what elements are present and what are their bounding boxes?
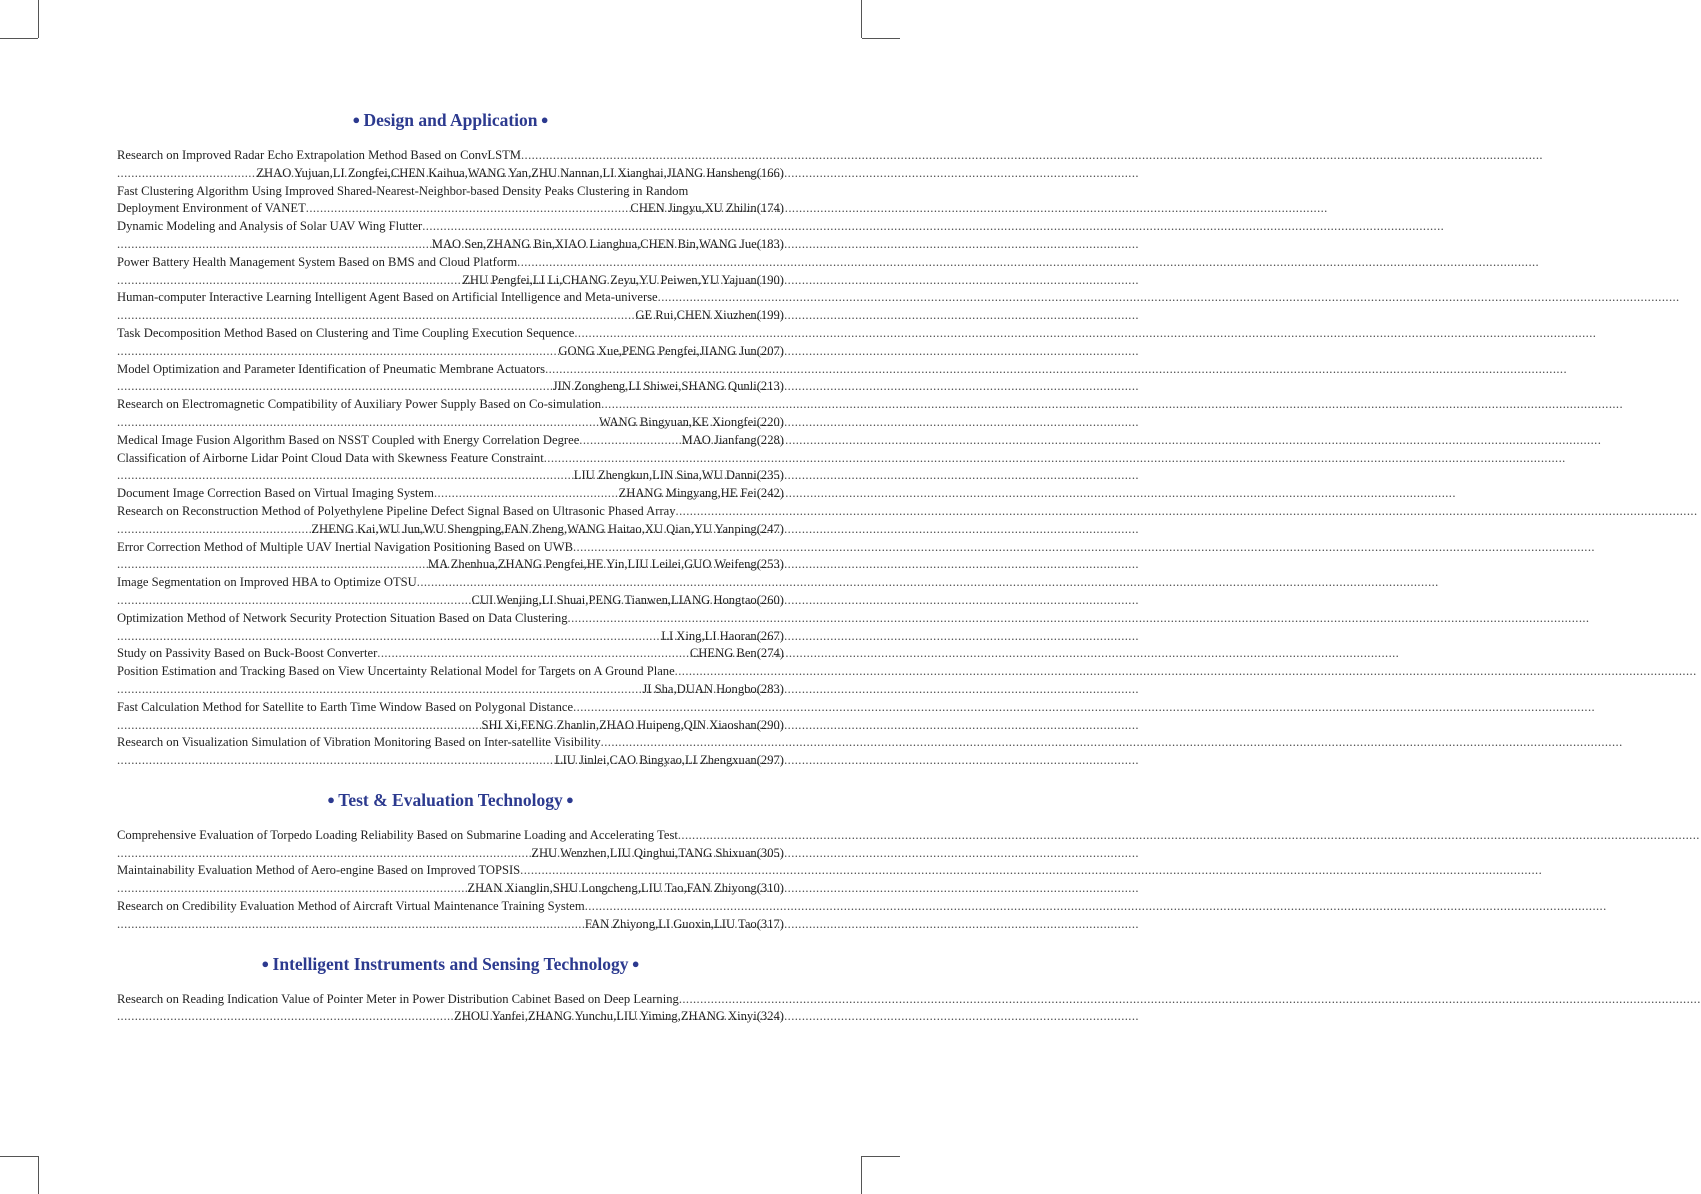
dot-leader	[579, 432, 681, 450]
crop-mark	[0, 38, 38, 39]
toc-entry-line	[117, 916, 784, 934]
dot-leader	[574, 325, 784, 343]
toc-entry-line	[117, 236, 784, 254]
table-of-contents	[117, 110, 784, 1046]
toc-entry-line	[117, 218, 784, 236]
article-authors: ZHU Pengfei,LI Li,CHANG Zeyu,YU Peiwen,YU Yajuan(190)	[462, 272, 784, 287]
toc-entry[interactable]	[117, 361, 784, 397]
article-title[interactable]: Research on Electromagnetic Compatibility of Auxiliary Power Supply Based on Co-simulation	[117, 397, 602, 412]
dot-leader	[117, 521, 311, 539]
dot-leader	[676, 503, 784, 521]
toc-entry[interactable]	[117, 289, 784, 325]
article-title[interactable]: Research on Visualization Simulation of Vibration Monitoring Based on Inter-satellite Visibility	[117, 735, 601, 750]
article-title[interactable]: Maintainability Evaluation Method of Aero-engine Based on Improved TOPSIS	[117, 863, 521, 878]
article-authors: FAN Zhiyong,LI Guoxin,LIU Tao(317)	[584, 916, 784, 931]
dot-leader	[117, 916, 585, 934]
dot-leader	[601, 734, 784, 752]
article-title[interactable]: Optimization Method of Network Security Protection Situation Based on Data Clustering	[117, 610, 568, 625]
toc-entry-line	[117, 574, 784, 592]
toc-entry-line	[117, 485, 784, 503]
toc-entry-line	[117, 663, 784, 681]
toc-entry-line	[117, 325, 784, 343]
toc-entry-line	[117, 361, 784, 379]
bullet-icon: ●	[562, 791, 574, 807]
article-authors: CHEN Jingyu,XU Zhilin(174)	[630, 201, 784, 216]
toc-entry[interactable]	[117, 432, 784, 450]
dot-leader	[675, 663, 784, 681]
toc-entry-line	[117, 432, 784, 450]
dot-leader	[517, 254, 784, 272]
article-authors: MA Zhenhua,ZHANG Pengfei,HE Yin,LIU Leilei,GUO Weifeng(253)	[427, 557, 784, 572]
dot-leader	[117, 165, 256, 183]
toc-section	[117, 790, 784, 934]
dot-leader	[117, 1008, 454, 1026]
article-title[interactable]: Task Decomposition Method Based on Clustering and Time Coupling Execution Sequence	[117, 325, 575, 340]
dot-leader	[573, 699, 784, 717]
dot-leader	[434, 485, 619, 503]
article-authors: MAO Jianfang(228)	[681, 432, 784, 447]
article-authors: ZHAN Xianglin,SHU Longcheng,LIU Tao,FAN Zhiyong(310)	[467, 881, 784, 896]
toc-entry[interactable]	[117, 645, 784, 663]
dot-leader	[117, 880, 467, 898]
toc-entry-line	[117, 307, 784, 325]
bullet-icon: ●	[628, 955, 640, 971]
toc-entry[interactable]	[117, 396, 784, 432]
dot-leader	[520, 862, 784, 880]
toc-section	[117, 954, 784, 1027]
article-title[interactable]: Study on Passivity Based on Buck-Boost Converter	[117, 646, 378, 661]
article-authors: SHI Xi,FENG Zhanlin,ZHAO Huipeng,QIN Xiaoshan(290)	[481, 717, 784, 732]
toc-entry-line	[117, 200, 784, 218]
article-title[interactable]: Model Optimization and Parameter Identification of Pneumatic Membrane Actuators	[117, 361, 546, 376]
dot-leader	[585, 898, 784, 916]
article-title[interactable]: Comprehensive Evaluation of Torpedo Loading Reliability Based on Submarine Loading and Accelerating Test	[117, 827, 678, 842]
toc-entry-line	[117, 396, 784, 414]
dot-leader	[117, 343, 558, 361]
dot-leader	[117, 752, 555, 770]
dot-leader	[117, 845, 531, 863]
dot-leader	[117, 378, 553, 396]
article-title[interactable]: Research on Reconstruction Method of Polyethylene Pipeline Defect Signal Based on Ultrasonic Phased Array	[117, 503, 676, 518]
article-title[interactable]: Research on Improved Radar Echo Extrapolation Method Based on ConvLSTM	[117, 148, 521, 162]
section-heading	[117, 790, 784, 811]
toc-entry-line	[117, 862, 784, 880]
article-authors: LIU Zhengkun,LIN Sina,WU Danni(235)	[573, 468, 784, 483]
toc-entry-line	[117, 610, 784, 628]
article-title[interactable]: Classification of Airborne Lidar Point Cloud Data with Skewness Feature Constraint	[117, 450, 544, 465]
toc-entry-line	[117, 289, 784, 307]
crop-mark	[861, 1156, 862, 1194]
article-title[interactable]: Dynamic Modeling and Analysis of Solar UAV Wing Flutter	[117, 219, 423, 234]
dot-leader	[117, 717, 481, 735]
article-title[interactable]: Error Correction Method of Multiple UAV Inertial Navigation Positioning Based on UWB	[117, 539, 573, 554]
article-title[interactable]: Image Segmentation on Improved HBA to Optimize OTSU	[117, 575, 417, 590]
toc-entry-line	[117, 699, 784, 717]
dot-leader	[521, 147, 784, 165]
article-title[interactable]: Research on Reading Indication Value of Pointer Meter in Power Distribution Cabinet Based on Deep Learning	[117, 991, 679, 1006]
article-authors: GONG Xue,PENG Pengfei,JIANG Jun(207)	[558, 343, 784, 358]
toc-entry[interactable]	[117, 734, 784, 770]
toc-entry[interactable]	[117, 218, 784, 254]
article-title[interactable]: Position Estimation and Tracking Based on View Uncertainty Relational Model for Targets on A Ground Plane	[117, 664, 675, 679]
bullet-icon: ●	[537, 112, 549, 127]
article-authors: GE Rui,CHEN Xiuzhen(199)	[635, 308, 784, 323]
article-authors: JIN Zongheng,LI Shiwei,SHANG Qunli(213)	[552, 379, 784, 394]
toc-entry-line	[117, 681, 784, 699]
bullet-icon: ●	[261, 955, 273, 971]
toc-entry-line	[117, 165, 784, 183]
toc-entry[interactable]	[117, 147, 784, 183]
article-title[interactable]: Medical Image Fusion Algorithm Based on NSST Coupled with Energy Correlation Degree	[117, 432, 580, 447]
dot-leader	[601, 396, 784, 414]
toc-entry[interactable]	[117, 699, 784, 735]
article-title[interactable]: Human-computer Interactive Learning Intelligent Agent Based on Artificial Intelligence and Meta-universe	[117, 290, 658, 305]
article-authors: CUI Wenjing,LI Shuai,PENG Tianwen,LIANG Hongtao(260)	[471, 592, 784, 607]
toc-entry-line	[117, 1008, 784, 1026]
article-title[interactable]: Research on Credibility Evaluation Method of Aircraft Virtual Maintenance Training System	[117, 899, 585, 914]
toc-entry-line	[117, 254, 784, 272]
dot-leader	[117, 556, 428, 574]
article-authors: LI Xing,LI Haoran(267)	[661, 628, 784, 643]
toc-entry-line	[117, 539, 784, 557]
toc-entry-line	[117, 503, 784, 521]
toc-entry[interactable]	[117, 991, 784, 1027]
toc-entry-line	[117, 147, 784, 165]
dot-leader	[544, 450, 784, 468]
section-heading-text: Test & Evaluation Technology	[338, 789, 563, 810]
crop-mark	[862, 1156, 900, 1157]
toc-entry-line	[117, 521, 784, 539]
crop-mark	[38, 0, 39, 38]
section-heading-text: Design and Application	[363, 110, 538, 130]
article-authors: ZHAO Yujuan,LI Zongfei,CHEN Kaihua,WANG Yan,ZHU Nannan,LI Xianghai,JIANG Hansheng(166)	[256, 165, 784, 180]
toc-entry[interactable]	[117, 485, 784, 503]
toc-entry[interactable]	[117, 254, 784, 290]
toc-entry-line	[117, 592, 784, 610]
dot-leader	[568, 610, 784, 628]
toc-entry-line	[117, 734, 784, 752]
toc-entry-line	[117, 414, 784, 432]
section-heading	[117, 954, 784, 975]
article-authors: JI Sha,DUAN Hongbo(283)	[642, 681, 784, 696]
article-authors: ZHOU Yanfei,ZHANG Yunchu,LIU Yiming,ZHANG Xinyi(324)	[454, 1009, 784, 1024]
toc-section	[117, 110, 784, 770]
crop-mark	[861, 0, 862, 38]
toc-entry[interactable]	[117, 862, 784, 898]
dot-leader	[117, 681, 642, 699]
toc-entry-line	[117, 450, 784, 468]
article-authors: WANG Bingyuan,KE Xiongfei(220)	[598, 414, 784, 429]
dot-leader	[117, 592, 471, 610]
toc-entry[interactable]	[117, 898, 784, 934]
dot-leader	[117, 628, 661, 646]
toc-entry-line	[117, 628, 784, 646]
dot-leader	[117, 467, 574, 485]
dot-leader	[117, 307, 635, 325]
article-title[interactable]: Document Image Correction Based on Virtual Imaging System	[117, 486, 434, 501]
toc-entry[interactable]	[117, 503, 784, 539]
article-authors: MAO Sen,ZHANG Bin,XIAO Lianghua,CHEN Bin,WANG Jue(183)	[431, 236, 784, 251]
dot-leader	[117, 272, 462, 290]
article-title[interactable]: Fast Calculation Method for Satellite to Earth Time Window Based on Polygonal Distance	[117, 699, 574, 714]
bullet-icon: ●	[352, 112, 364, 127]
dot-leader	[117, 414, 599, 432]
dot-leader	[306, 200, 631, 218]
article-authors: ZHANG Mingyang,HE Fei(242)	[618, 486, 784, 501]
toc-entry-line	[117, 343, 784, 361]
toc-entry[interactable]	[117, 574, 784, 610]
article-title[interactable]: Power Battery Health Management System Based on BMS and Cloud Platform	[117, 254, 518, 269]
dot-leader	[678, 827, 784, 845]
article-authors: ZHENG Kai,WU Jun,WU Shengping,FAN Zheng,WANG Haitao,XU Qian,YU Yanping(247)	[311, 521, 784, 536]
article-title[interactable]: Fast Clustering Algorithm Using Improved Shared-Nearest-Neighbor-based Density Peaks Clustering in Random	[117, 183, 689, 198]
toc-entry[interactable]	[117, 663, 784, 699]
toc-entry-line	[117, 467, 784, 485]
toc-entry[interactable]	[117, 539, 784, 575]
crop-mark	[38, 1156, 39, 1194]
dot-leader	[679, 991, 784, 1009]
dot-leader	[117, 236, 432, 254]
crop-mark	[862, 38, 900, 39]
bullet-icon: ●	[327, 791, 339, 807]
section-heading	[117, 110, 784, 131]
dot-leader	[658, 289, 784, 307]
section-heading-text: Intelligent Instruments and Sensing Technology	[272, 953, 629, 974]
toc-entry[interactable]	[117, 827, 784, 863]
toc-entry-line	[117, 845, 784, 863]
toc-entry-line	[117, 752, 784, 770]
toc-entry[interactable]	[117, 450, 784, 486]
toc-entry-line	[117, 378, 784, 396]
dot-leader	[422, 218, 784, 236]
dot-leader	[545, 361, 784, 379]
article-title-continued[interactable]: Deployment Environment of VANET	[117, 201, 306, 216]
dot-leader	[573, 539, 784, 557]
toc-entry[interactable]	[117, 610, 784, 646]
crop-mark	[0, 1156, 38, 1157]
article-authors: ZHU Wenzhen,LIU Qinghui,TANG Shixuan(305)	[531, 845, 784, 860]
toc-entry-line	[117, 827, 784, 845]
toc-entry-line	[117, 717, 784, 735]
dot-leader	[417, 574, 784, 592]
dot-leader	[377, 645, 690, 663]
toc-entry-line	[117, 556, 784, 574]
article-authors: LIU Jinlei,CAO Bingyao,LI Zhengxuan(297)	[554, 753, 784, 768]
toc-entry[interactable]	[117, 325, 784, 361]
toc-entry-line	[117, 272, 784, 290]
toc-entry-line	[117, 991, 784, 1009]
article-authors: CHENG Ben(274)	[689, 646, 784, 661]
toc-entry[interactable]	[117, 183, 784, 219]
toc-entry-line	[117, 880, 784, 898]
toc-entry-line	[117, 645, 784, 663]
toc-entry-line	[117, 183, 784, 201]
toc-entry-line	[117, 898, 784, 916]
